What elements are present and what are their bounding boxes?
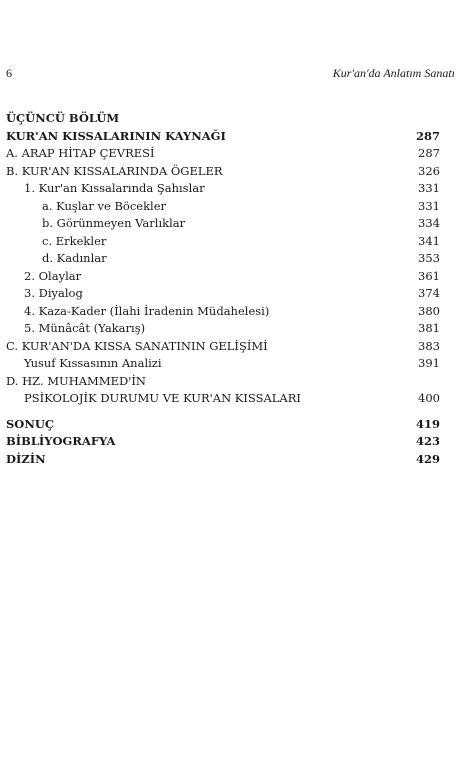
toc-entry-page: 383 <box>418 338 440 353</box>
toc-entry-page: 326 <box>418 163 440 178</box>
toc-entry-label: DİZİN <box>6 451 46 466</box>
toc-entry <box>6 145 440 163</box>
toc-entry <box>6 303 440 321</box>
toc-entry-page: 423 <box>415 434 440 448</box>
toc-entry <box>6 163 440 181</box>
toc-entry-label: 3. Diyalog <box>24 286 83 300</box>
toc-entry-page: 334 <box>418 216 440 230</box>
table-of-contents <box>6 110 440 468</box>
toc-entry <box>6 373 440 391</box>
toc-entry <box>6 338 440 356</box>
toc-entry-label: D. HZ. MUHAMMED'İN <box>6 373 146 388</box>
toc-entry-label: 4. Kaza-Kader (İlahi İradenin Müdahelesi) <box>24 303 270 318</box>
toc-entry <box>6 215 440 233</box>
running-header <box>6 66 455 82</box>
toc-entry-label: BİBLİYOGRAFYA <box>6 434 116 448</box>
toc-entry-page: 374 <box>418 286 440 300</box>
toc-entry-label: A. ARAP HİTAP ÇEVRESİ <box>6 146 155 160</box>
toc-entry-label: SONUÇ <box>6 416 55 431</box>
toc-entry-page: 391 <box>418 356 440 370</box>
toc-entry-page: 287 <box>418 146 440 160</box>
toc-entry <box>6 233 440 251</box>
spacer <box>6 408 440 416</box>
toc-entry <box>6 355 440 373</box>
toc-entry-label: C. KUR'AN'DA KISSA SANATININ GELİŞİMİ <box>6 338 268 353</box>
page-number: 6 <box>6 66 12 80</box>
toc-entry <box>6 416 440 434</box>
toc-entry <box>6 268 440 286</box>
toc-entry-page: 331 <box>418 181 440 195</box>
toc-entry-page: 331 <box>418 198 440 213</box>
toc-entry <box>6 285 440 303</box>
toc-entry-label: b. Görünmeyen Varlıklar <box>42 216 186 230</box>
toc-entry-label: a. Kuşlar ve Böcekler <box>42 198 167 213</box>
toc-entry-page: 381 <box>418 321 440 335</box>
toc-entry <box>6 128 440 146</box>
toc-entry-label: d. Kadınlar <box>42 251 107 265</box>
toc-entry-page: 353 <box>418 251 440 265</box>
running-title: Kur'an'da Anlatım Sanatı <box>332 66 455 80</box>
toc-entry-page: 419 <box>415 416 440 431</box>
toc-entry-label: 5. Münâcât (Yakarış) <box>24 321 146 335</box>
toc-entry-label: 1. Kur'an Kıssalarında Şahıslar <box>24 181 205 195</box>
toc-entry-page: 429 <box>415 451 440 466</box>
toc-entry-page: 341 <box>418 233 440 248</box>
toc-entry <box>6 198 440 216</box>
toc-entry-page: 400 <box>418 391 440 405</box>
toc-entry-label: KUR'AN KISSALARININ KAYNAĞI <box>6 128 226 143</box>
toc-entry-label: 2. Olaylar <box>24 268 82 283</box>
toc-entry <box>6 433 440 451</box>
toc-entry <box>6 320 440 338</box>
toc-entry <box>6 180 440 198</box>
section-heading: ÜÇÜNCÜ BÖLÜM <box>6 111 120 125</box>
toc-entry-label: c. Erkekler <box>42 233 107 248</box>
toc-entry-label: Yusuf Kıssasının Analizi <box>24 356 162 370</box>
toc-entry <box>6 451 440 469</box>
toc-entry-page: 361 <box>418 268 440 283</box>
toc-entry-label: B. KUR'AN KISSALARINDA ÖGELER <box>6 163 223 178</box>
toc-entry-label: PSİKOLOJİK DURUMU VE KUR'AN KISSALARI <box>24 391 301 405</box>
toc-entry <box>6 390 440 408</box>
toc-entry-page: 287 <box>415 128 440 143</box>
toc-entry <box>6 250 440 268</box>
toc-entry-page: 380 <box>418 303 440 318</box>
